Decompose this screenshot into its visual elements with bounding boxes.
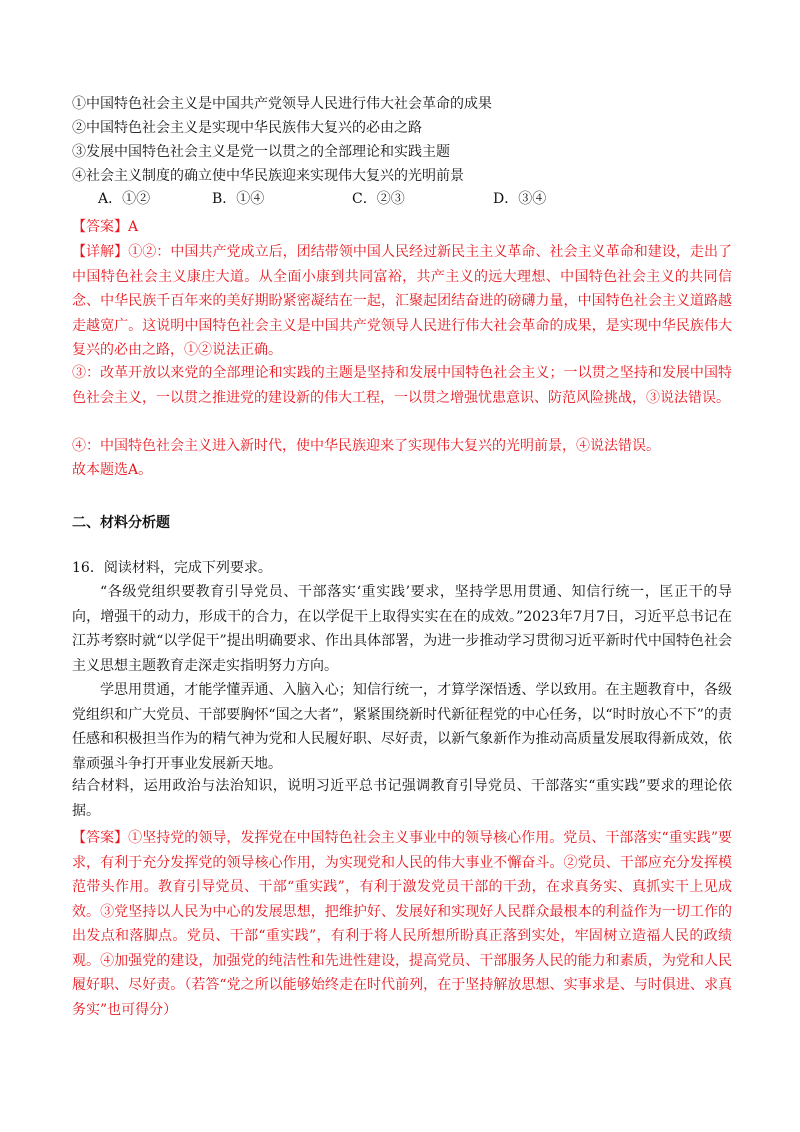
option-d: D．③④	[493, 191, 547, 207]
option-a: A．①②	[98, 191, 151, 207]
detail-text-1: ①②：中国共产党成立后，团结带领中国人民经过新民主主义革命、社会主义革命和建设，走出了中国特色社会主义康庄大道。从全面小康到共同富裕，共产主义的远大理想、中国特色社会主义的共同信念、中华民族千百年来的美好期盼紧密凝结在一起，汇聚起团结奋进的磅礴力量，中国特色社会主义道路越走越宽广。这说明中国特色社会主义是中国共产党领导人民进行伟大社会革命的成果，是实现中华民族伟大复兴的必由之路，①②说法正确。	[72, 244, 733, 358]
q15-conclusion: 故本题选A。	[72, 462, 153, 478]
q16-stem: 16．阅读材料，完成下列要求。	[72, 560, 272, 576]
q16-material-2: 学思用贯通，才能学懂弄通、入脑入心；知信行统一，才算学深悟透、学以致用。在主题教育中，各级党组织和广大党员、干部要胸怀“国之大者”，紧紧围绕新时代新征程党的中心任务，以“时时放心不下”的责任感和积极担当作为的精气神为党和人民履好职、尽好责，以新气象新作为推动高质量发展取得新成效，依靠顽强斗争打开事业发展新天地。	[72, 682, 732, 772]
section-title: 二、材料分析题	[72, 515, 170, 531]
q15-detail-2: ③：改革开放以来党的全部理论和实践的主题是坚持和发展中国特色社会主义；一以贯之坚持和发展中国特色社会主义，一以贯之推进党的建设新的伟大工程，一以贯之增强忧患意识、防范风险挑战，③说法错误。	[72, 365, 732, 406]
statement-2: ②中国特色社会主义是实现中华民族伟大复兴的必由之路	[72, 120, 422, 136]
q16-answer	[72, 826, 732, 1022]
q16-answer-text: ①坚持党的领导，发挥党在中国特色社会主义事业中的领导核心作用。党员、干部落实“重实践”要求，有利于充分发挥党的领导核心作用，为实现党和人民的伟大事业不懈奋斗。②党员、干部应充分发挥模范带头作用。教育引导党员、干部“重实践”，有利于激发党员干部的干劲，在求真务实、真抓实干上见成效。③党坚持以人民为中心的发展思想，把维护好、发展好和实现好人民群众最根本的利益作为一切工作的出发点和落脚点。党员、干部“重实践”，有利于将人民所想所盼真正落到实处，牢固树立造福人民的政绩观。④加强党的建设，加强党的纯洁性和先进性建设，提高党员、干部服务人民的能力和素质，为党和人民履好职、尽好责。（若答“党之所以能够始终走在时代前列，在于坚持解放思想、实事求是、与时俱进、求真务实”也可得分）	[72, 830, 733, 1018]
q16-answer-label: 【答案】	[72, 830, 129, 846]
statement-1: ①中国特色社会主义是中国共产党领导人民进行伟大社会革命的成果	[72, 96, 492, 112]
answer-value: A	[128, 219, 139, 235]
q15-detail-1	[72, 240, 732, 363]
option-c: C．②③	[352, 191, 405, 207]
q16-requirement: 结合材料，运用政治与法治知识，说明习近平总书记强调教育引导党员、干部落实“重实践”要求的理论依据。	[72, 778, 732, 819]
q15-detail-3: ④：中国特色社会主义进入新时代，使中华民族迎来了实现伟大复兴的光明前景，④说法错误。	[72, 438, 660, 454]
option-b: B．①④	[212, 191, 265, 207]
detail-label: 【详解】	[72, 244, 129, 260]
statement-3: ③发展中国特色社会主义是党一以贯之的全部理论和实践主题	[72, 144, 450, 160]
q15-answer	[72, 217, 138, 237]
q16-material-1: “各级党组织要教育引导党员、干部落实‘重实践’要求，坚持学思用贯通、知信行统一，匡正干的导向，增强干的动力，形成干的合力，在以学促干上取得实实在在的成效。”2023年7月7日，习近平总书记在江苏考察时就“以学促干”提出明确要求、作出具体部署，为进一步推动学习贯彻习近平新时代中国特色社会主义思想主题教育走深走实指明努力方向。	[72, 584, 732, 674]
answer-label: 【答案】	[72, 219, 128, 235]
answer-options	[98, 188, 738, 210]
statement-4: ④社会主义制度的确立使中华民族迎来实现伟大复兴的光明前景	[72, 168, 464, 184]
